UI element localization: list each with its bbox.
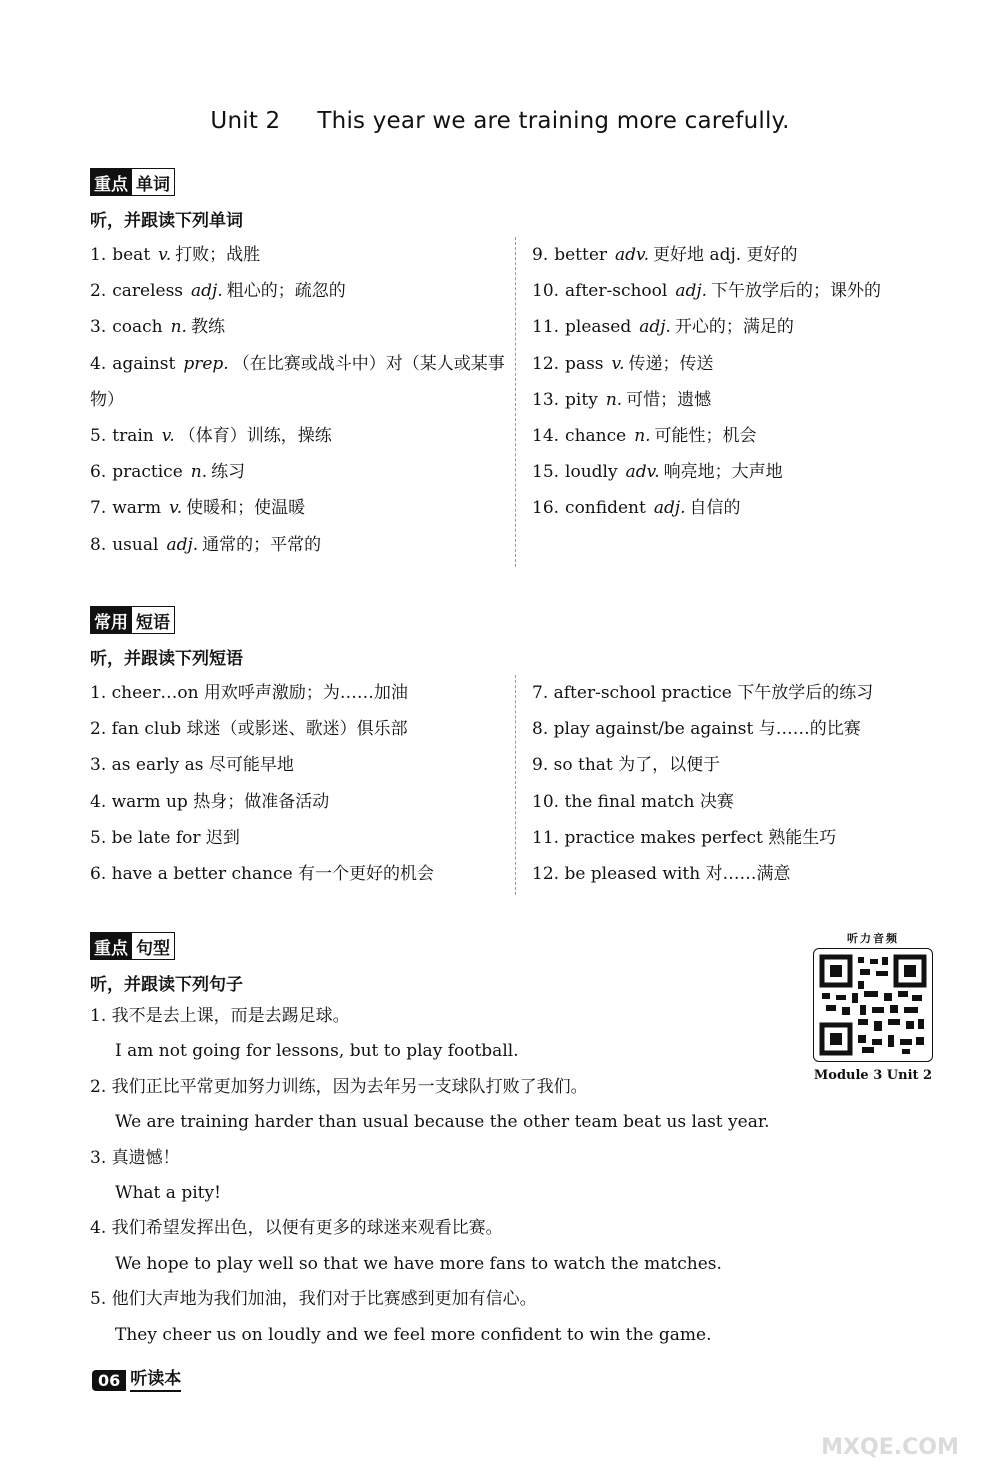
qr-label: 听力音频: [847, 932, 899, 945]
part-of-speech: adj.: [166, 534, 199, 555]
vocab-badge: [90, 168, 175, 196]
watermark-logo: [790, 1384, 990, 1464]
phrase-item: 5. be late for 迟到: [90, 827, 240, 848]
sentence-chinese: 5. 他们大声地为我们加油，我们对于比赛感到更加有信心。: [90, 1289, 537, 1310]
part-of-speech: adj.: [675, 281, 708, 302]
column-divider: [515, 237, 516, 567]
vocab-item: [90, 237, 510, 273]
vocab-word: better: [554, 245, 608, 265]
vocab-word: train: [112, 426, 154, 447]
phrases-badge-dark: 常用: [91, 607, 131, 633]
sentence-item: [90, 1211, 940, 1282]
item-number: 16.: [532, 498, 560, 519]
part-of-speech: n.: [190, 462, 208, 483]
phrases-section: [90, 606, 940, 897]
page-title: [0, 108, 1000, 134]
item-number: 8.: [90, 534, 107, 555]
vocab-definition: 可能性；机会: [654, 426, 757, 447]
vocab-badge-light: 单词: [131, 169, 174, 195]
phrase-item: 12. be pleased with 对……满意: [532, 864, 791, 885]
phrases-left-column: [90, 675, 510, 892]
vocab-item: [90, 418, 510, 454]
item-number: 4.: [90, 353, 107, 374]
vocab-definition: 下午放学后的；课外的: [711, 281, 882, 302]
phrases-badge: [90, 606, 175, 634]
phrase-item: 9. so that 为了，以便于: [532, 755, 721, 776]
part-of-speech: prep.: [183, 353, 229, 374]
vocab-word: after-school: [565, 281, 668, 302]
item-number: 9.: [532, 245, 549, 265]
vocab-word: pleased: [565, 317, 632, 338]
sentence-chinese: 3. 真遗憾！: [90, 1147, 180, 1168]
vocab-left-column: [90, 237, 510, 563]
vocab-word: against: [112, 353, 176, 374]
part-of-speech: n.: [605, 389, 623, 410]
sentence-item: [90, 1282, 940, 1353]
sentence-english: We hope to play well so that we have more fans to watch the matches.: [115, 1253, 722, 1274]
vocab-right-column: [532, 237, 942, 527]
page-number: 06: [92, 1370, 126, 1391]
vocab-item: [532, 490, 942, 526]
sentence-chinese: 1. 我不是去上课，而是去踢足球。: [90, 1006, 350, 1026]
part-of-speech: v.: [611, 353, 625, 374]
phrases-right-column: [532, 675, 942, 892]
part-of-speech: adv.: [615, 245, 650, 265]
vocab-word: warm: [112, 498, 162, 519]
page-footer: [92, 1368, 181, 1392]
phrases-instruction: 听，并跟读下列短语: [90, 649, 243, 669]
vocab-definition: 开心的；满足的: [674, 317, 794, 338]
part-of-speech: n.: [634, 426, 651, 447]
part-of-speech: adj.: [653, 498, 686, 519]
phrase-item: 1. cheer…on 用欢呼声激励；为……加油: [90, 683, 408, 703]
vocab-word: pity: [565, 389, 598, 410]
item-number: 3.: [90, 317, 107, 338]
item-number: 15.: [532, 462, 560, 483]
part-of-speech: v.: [161, 426, 175, 447]
vocab-word: pass: [565, 353, 604, 374]
sentence-english: We are training harder than usual because the other team beat us last year.: [115, 1112, 770, 1133]
vocab-item: [90, 454, 510, 490]
phrase-item: 6. have a better chance 有一个更好的机会: [90, 864, 435, 885]
item-number: 13.: [532, 389, 560, 410]
vocab-word: practice: [112, 462, 183, 483]
part-of-speech: n.: [170, 317, 187, 338]
vocab-item: [532, 309, 942, 345]
phrase-item: 7. after-school practice 下午放学后的练习: [532, 683, 874, 703]
phrases-badge-light: 短语: [131, 607, 174, 633]
vocab-item: [532, 237, 942, 273]
part-of-speech: adv.: [625, 462, 660, 483]
part-of-speech: adj.: [191, 281, 223, 302]
part-of-speech: adj.: [639, 317, 671, 338]
vocab-definition: 可惜；遗憾: [626, 389, 712, 410]
item-number: 11.: [532, 317, 560, 338]
item-number: 10.: [532, 281, 560, 302]
vocab-word: coach: [112, 317, 163, 338]
vocab-item: [90, 346, 510, 418]
vocab-definition: 打败；战胜: [175, 245, 261, 265]
vocab-item: [90, 527, 510, 563]
phrase-item: 4. warm up 热身；做准备活动: [90, 791, 330, 812]
qr-block: [808, 930, 938, 1083]
vocab-definition: 通常的；平常的: [202, 534, 322, 555]
sentence-chinese: 4. 我们希望发挥出色，以便有更多的球迷来观看比赛。: [90, 1218, 503, 1239]
vocab-definition: 自信的: [689, 498, 741, 519]
vocab-definition: （在比赛或战斗中）对（某人或某事物）: [90, 353, 505, 410]
vocab-item: [532, 454, 942, 490]
item-number: 14.: [532, 426, 560, 447]
item-number: 12.: [532, 353, 560, 374]
sentence-english: They cheer us on loudly and we feel more confident to win the game.: [115, 1324, 712, 1345]
phrase-item: 11. practice makes perfect 熟能生巧: [532, 827, 837, 848]
vocab-definition: 更好地 adj. 更好的: [653, 245, 798, 265]
vocab-word: confident: [565, 498, 646, 519]
sentences-badge-dark: 重点: [91, 933, 131, 959]
sentences-badge-light: 句型: [131, 933, 174, 959]
vocab-item: [90, 490, 510, 526]
phrase-item: 8. play against/be against 与……的比赛: [532, 719, 861, 740]
vocab-word: careless: [112, 281, 184, 302]
phrase-item: 10. the final match 决赛: [532, 791, 734, 812]
vocab-badge-dark: 重点: [91, 169, 131, 195]
vocab-item: [90, 273, 510, 309]
column-divider: [515, 675, 516, 895]
item-number: 6.: [90, 462, 107, 483]
vocab-word: beat: [112, 245, 151, 265]
unit-title: This year we are training more carefully.: [317, 108, 790, 134]
vocab-word: chance: [565, 426, 627, 447]
book-label: 听读本: [130, 1368, 181, 1392]
item-number: 7.: [90, 498, 107, 519]
vocab-definition: （体育）训练，操练: [178, 426, 332, 447]
vocab-definition: 粗心的；疏忽的: [226, 281, 346, 302]
vocab-item: [532, 418, 942, 454]
vocab-definition: 教练: [190, 317, 225, 338]
unit-label: Unit 2: [210, 108, 281, 134]
vocab-item: [532, 273, 942, 309]
vocab-item: [532, 382, 942, 418]
sentence-english: What a pity!: [115, 1183, 221, 1204]
part-of-speech: v.: [158, 245, 172, 265]
item-number: 2.: [90, 281, 107, 302]
item-number: 1.: [90, 245, 107, 265]
vocab-word: usual: [112, 534, 159, 555]
qr-caption: Module 3 Unit 2: [813, 1068, 933, 1083]
vocab-item: [90, 309, 510, 345]
item-number: 5.: [90, 426, 107, 447]
vocab-definition: 使暖和；使温暖: [186, 498, 306, 519]
vocab-definition: 传递；传送: [628, 353, 714, 374]
vocab-item: [532, 346, 942, 382]
part-of-speech: v.: [169, 498, 183, 519]
vocab-section: [90, 168, 940, 567]
watermark-text: MXQE.COM: [821, 1435, 959, 1460]
sentence-item: [90, 1141, 940, 1212]
vocab-definition: 练习: [211, 462, 246, 483]
sentence-chinese: 2. 我们正比平常更加努力训练，因为去年另一支球队打败了我们。: [90, 1076, 588, 1097]
sentences-badge: [90, 932, 175, 960]
qr-code-icon[interactable]: [813, 948, 933, 1062]
phrase-item: 3. as early as 尽可能早地: [90, 755, 294, 776]
vocab-word: loudly: [565, 462, 618, 483]
sentences-instruction: 听，并跟读下列句子: [90, 975, 243, 995]
vocab-instruction: 听，并跟读下列单词: [90, 211, 243, 231]
sentence-english: I am not going for lessons, but to play football.: [115, 1041, 519, 1062]
vocab-definition: 响亮地；大声地: [663, 462, 783, 483]
phrase-item: 2. fan club 球迷（或影迷、歌迷）俱乐部: [90, 719, 408, 740]
